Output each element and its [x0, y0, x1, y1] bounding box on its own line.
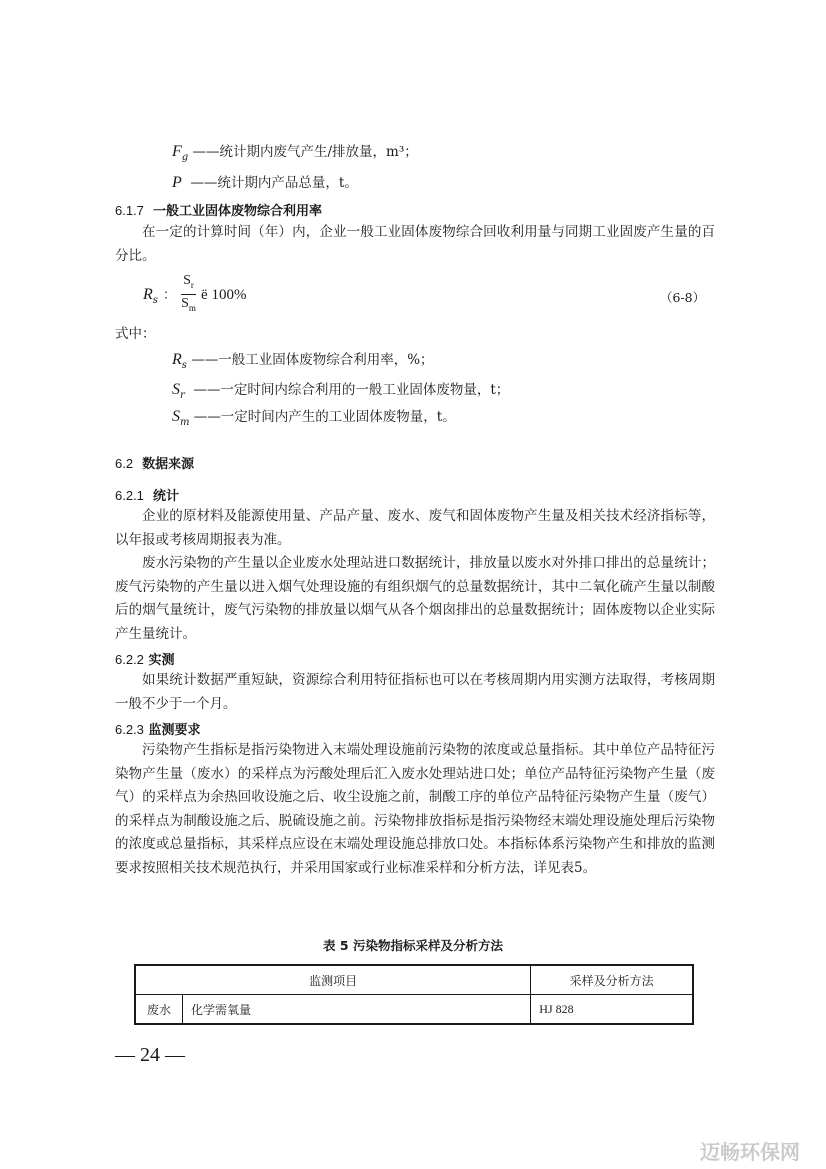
table-row — [135, 995, 693, 1025]
table-cell-category: 废水 — [135, 995, 183, 1025]
section-heading-6-2-2: 6.2.2 实测 — [115, 652, 175, 668]
def-p: P ——统计期内产品总量，t。 — [172, 174, 358, 191]
paragraph-6-2-3: 污染物产生指标是指污染物进入末端处理设施前污染物的浓度或总量指标。其中单位产品特征污染物产生量（废水）的采样点为污酸处理后汇入废水处理站进口处；单位产品特征污染物产生量（废气）的采样点为余热回收设施之后、收尘设施之前，制酸工序的单位产品特征污染物产生量（废气）的采样点为制酸设施之后、脱硫设施之前。污染物排放指标是指污染物经末端处理设施处理后污染物的浓度或总量指标，其采样点应设在末端处理设施总排放口处。本指标体系污染物产生和排放的监测要求按照相关技术规范执行，并采用国家或行业标准采样和分析方法，详见表5。 — [115, 742, 715, 876]
table-header-method: 采样及分析方法 — [531, 965, 693, 995]
page-number: — 24 — — [115, 1044, 185, 1066]
section-heading-6-2-1: 6.2.1 统计 — [115, 488, 179, 504]
where-label: 式中： — [115, 326, 156, 342]
table-caption: 表 5 污染物指标采样及分析方法 — [323, 938, 503, 953]
def-fg: $F_g$ ——统计期内废气产生/排放量，m³； — [172, 143, 418, 163]
table-header-row — [135, 965, 693, 995]
def-rs: $R_s$ ——一般工业固体废物综合利用率，%； — [172, 351, 434, 371]
formula-6-8: $R_s$ ： $\frac{S_r}{S_m}$ ë 100% — [143, 272, 246, 317]
table-5 — [134, 964, 694, 1025]
section-heading-6-2: 6.2 数据来源 — [115, 456, 195, 472]
paragraph-6-1-7: 在一定的计算时间（年）内，企业一般工业固体废物综合回收利用量与同期工业固废产生量的百分比。 — [115, 224, 715, 264]
formula-number: （6-8） — [660, 290, 706, 305]
section-heading-6-1-7: 6.1.7 一般工业固体废物综合利用率 — [115, 203, 322, 219]
table-cell-item: 化学需氧量 — [183, 995, 531, 1025]
def-sm: $S_m$ ——一定时间内产生的工业固体废物量，t。 — [172, 408, 456, 428]
def-sr: $S_r$ ——一定时间内综合利用的一般工业固体废物量，t； — [172, 381, 510, 401]
table-cell-method: HJ 828 — [531, 995, 693, 1025]
table-header-monitor-item: 监测项目 — [135, 965, 531, 995]
paragraph-6-2-1: 企业的原材料及能源使用量、产品产量、废水、废气和固体废物产生量及相关技术经济指标等，以年报或考核周期报表为准。 废水污染物的产生量以企业废水处理站进口数据统计，排放量以废水对外排口排出的总量统计；废气污染物的产生量以进入烟气处理设施的有组织烟气的总量数据统计，其中二氧化硫产生量以制酸后的烟气量统计，废气污染物的排放量以烟气从各个烟囱排出的总量数据统计；固体废物以企业实际产生量统计。 — [115, 508, 715, 642]
paragraph-6-2-2: 如果统计数据严重短缺，资源综合利用特征指标也可以在考核周期内用实测方法取得，考核周期一般不少于一个月。 — [115, 672, 715, 712]
watermark: 迈畅环保网 — [700, 1140, 800, 1164]
formula-fraction: $\frac{S_r}{S_m}$ — [181, 273, 196, 313]
section-heading-6-2-3: 6.2.3 监测要求 — [115, 722, 201, 738]
